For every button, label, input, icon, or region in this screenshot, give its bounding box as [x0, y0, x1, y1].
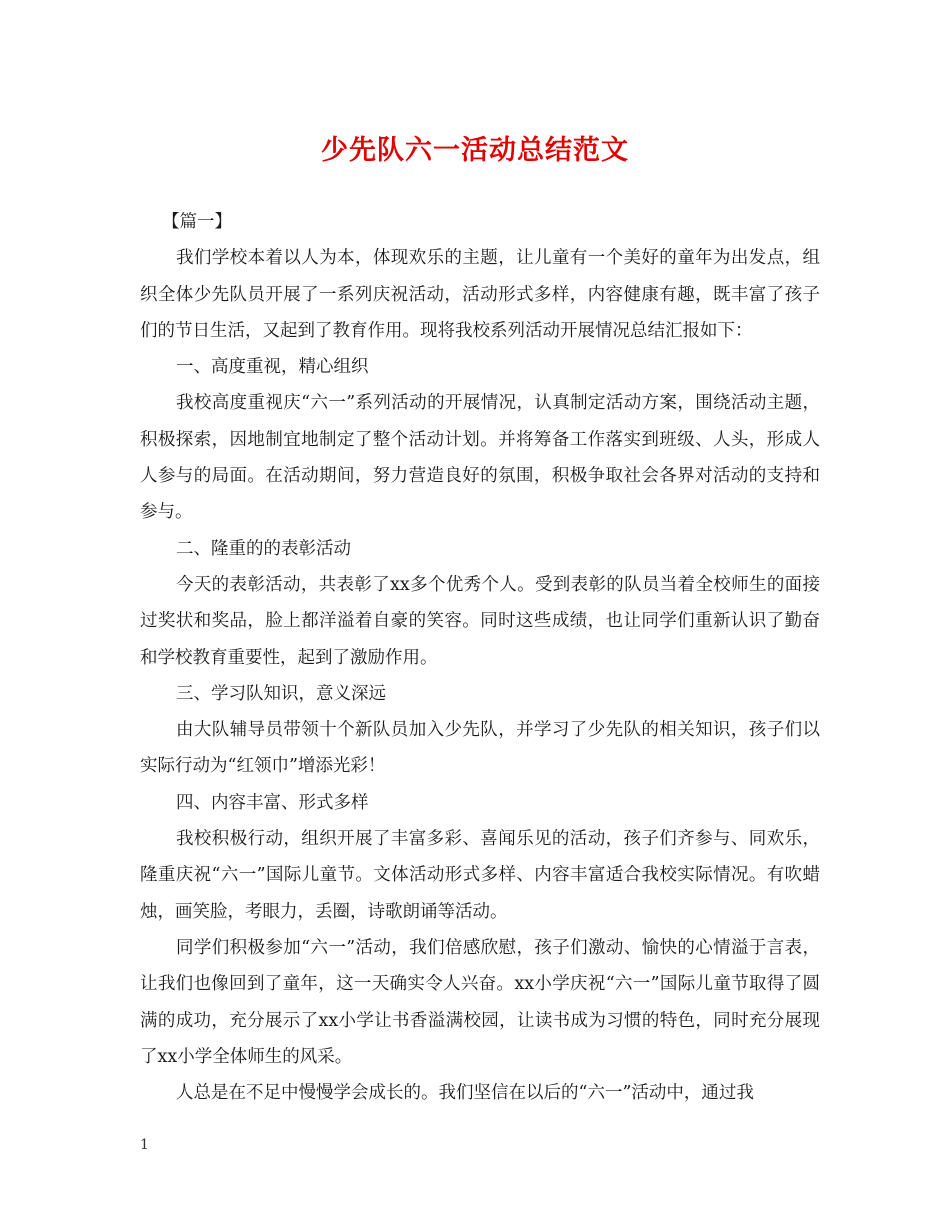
heading-2: 二、隆重的的表彰活动 — [176, 538, 351, 559]
paragraph-3: 由大队辅导员带领十个新队员加入少先队，并学习了少先队的相关知识，孩子们以实际行动为“红领巾”增添光彩！ — [140, 720, 820, 777]
section-label: 【篇一】 — [162, 212, 232, 232]
heading-3: 三、学习队知识，意义深远 — [176, 683, 386, 704]
paragraph-2: 今天的表彰活动，共表彰了xx多个优秀个人。受到表彰的队员当着全校师生的面接过奖状和奖品，脸上都洋溢着自豪的笑容。同时这些成绩，也让同学们重新认识了勤奋和学校教育重要性，起到了激励作用。 — [140, 574, 820, 668]
paragraph-5: 同学们积极参加“六一”活动，我们倍感欣慰，孩子们激动、愉快的心情溢于言表，让我们也像回到了童年，这一天确实令人兴奋。xx小学庆祝“六一”国际儿童节取得了圆满的成功，充分展示了xx小学让书香溢满校园，让读书成为习惯的特色，同时充分展现了xx小学全体师生的风采。 — [140, 937, 820, 1067]
heading-1: 一、高度重视，精心组织 — [176, 357, 369, 378]
heading-4: 四、内容丰富、形式多样 — [176, 792, 369, 813]
paragraph-4: 我校积极行动，组织开展了丰富多彩、喜闻乐见的活动，孩子们齐参与、同欢乐，隆重庆祝“六一”国际儿童节。文体活动形式多样、内容丰富适合我校实际情况。有吹蜡烛，画笑脸，考眼力，丢圈，诗歌朗诵等活动。 — [140, 829, 820, 922]
paragraph-6: 人总是在不足中慢慢学会成长的。我们坚信在以后的“六一”活动中，通过我 — [176, 1083, 754, 1104]
document-body — [140, 204, 820, 1111]
document-title: 少先队六一活动总结范文 — [321, 135, 629, 166]
page-number: 1 — [140, 1137, 149, 1153]
paragraph-1: 我校高度重视庆“六一”系列活动的开展情况，认真制定活动方案，围绕活动主题，积极探索，因地制宜地制定了整个活动计划。并将筹备工作落实到班级、人头，形成人人参与的局面。在活动期间，努力营造良好的氛围，积极争取社会各界对活动的支持和参与。 — [140, 393, 820, 523]
paragraph-intro: 我们学校本着以人为本，体现欢乐的主题，让儿童有一个美好的童年为出发点，组织全体少先队员开展了一系列庆祝活动，活动形式多样，内容健康有趣，既丰富了孩子们的节日生活，又起到了教育作用。现将我校系列活动开展情况总结汇报如下： — [140, 248, 820, 341]
